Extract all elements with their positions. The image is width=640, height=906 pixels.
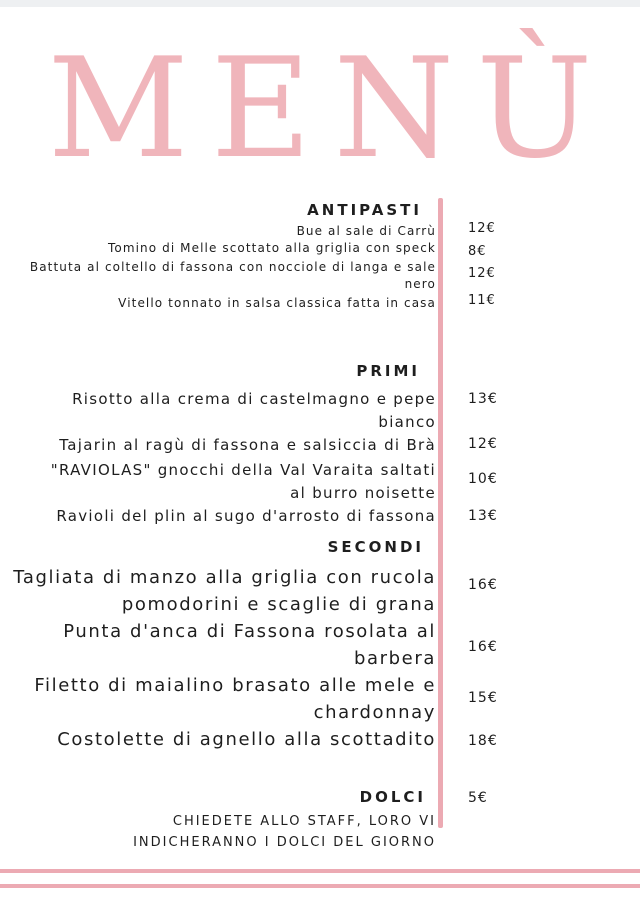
dolci-price: 5€ xyxy=(468,790,488,806)
item-name: Vitello tonnato in salsa classica fatta in casa xyxy=(118,296,436,310)
dolci-note-line-2: INDICHERANNO I DOLCI DEL GIORNO xyxy=(133,835,436,850)
item-name: Tajarin al ragù di fassona e salsiccia di Brà xyxy=(59,436,436,454)
primi-price-3: 10€ xyxy=(468,471,498,487)
item-name-line-1: Filetto di maialino brasato alle mele e xyxy=(34,675,436,696)
item-name-line-2: chardonnay xyxy=(313,702,436,723)
antipasti-heading: ANTIPASTI xyxy=(307,201,422,219)
item-name: Tomino di Melle scottato alla griglia con speck xyxy=(108,241,436,255)
secondi-price-4: 18€ xyxy=(468,733,498,749)
item-name-line-2: pomodorini e scaglie di grana xyxy=(121,594,436,615)
primi-item-3 xyxy=(51,459,436,505)
item-name: Bue al sale di Carrù xyxy=(296,224,436,238)
item-name-line-1: Tagliata di manzo alla griglia con rucola xyxy=(13,567,436,588)
antipasti-price-1: 12€ xyxy=(468,221,496,236)
secondi-item-2 xyxy=(63,618,436,672)
antipasti-item-3 xyxy=(30,259,436,293)
primi-item-1 xyxy=(72,388,436,434)
primi-price-1: 13€ xyxy=(468,391,498,407)
page-title: MENÙ xyxy=(47,28,615,189)
antipasti-price-2: 8€ xyxy=(468,244,487,259)
secondi-price-2: 16€ xyxy=(468,639,498,655)
dolci-note-line-1: CHIEDETE ALLO STAFF, LORO VI xyxy=(172,814,436,829)
antipasti-price-4: 11€ xyxy=(468,293,496,308)
primi-heading: PRIMI xyxy=(356,362,420,380)
item-name-line-2: barbera xyxy=(354,648,436,669)
secondi-item-4 xyxy=(57,726,436,753)
vertical-divider xyxy=(438,198,443,828)
primi-item-4 xyxy=(56,505,436,528)
bottom-divider-1 xyxy=(0,869,640,873)
secondi-price-3: 15€ xyxy=(468,690,498,706)
item-name: Costolette di agnello alla scottadito xyxy=(57,729,436,750)
item-name-line-1: Battuta al coltello di fassona con nocciole di langa e sale xyxy=(29,260,436,274)
antipasti-item-2 xyxy=(108,240,436,257)
item-name-line-1: Risotto alla crema di castelmagno e pepe xyxy=(72,390,436,408)
dolci-note xyxy=(133,811,436,853)
primi-item-2 xyxy=(59,434,436,457)
antipasti-item-1 xyxy=(297,223,436,240)
secondi-heading: SECONDI xyxy=(327,538,424,556)
top-strip xyxy=(0,0,640,7)
primi-price-2: 12€ xyxy=(468,436,498,452)
antipasti-item-4 xyxy=(118,295,436,312)
secondi-item-3 xyxy=(34,672,436,726)
bottom-divider-2 xyxy=(0,884,640,888)
item-name: Ravioli del plin al sugo d'arrosto di fassona xyxy=(56,507,436,525)
item-name-line-2: al burro noisette xyxy=(290,484,436,502)
secondi-price-1: 16€ xyxy=(468,577,498,593)
antipasti-price-3: 12€ xyxy=(468,266,496,281)
dolci-heading: DOLCI xyxy=(359,788,426,806)
item-name-line-1: Punta d'anca di Fassona rosolata al xyxy=(63,621,436,642)
item-name-line-2: bianco xyxy=(378,413,436,431)
secondi-item-1 xyxy=(13,564,436,618)
item-name-line-2: nero xyxy=(404,277,436,291)
primi-price-4: 13€ xyxy=(468,508,498,524)
item-name-line-1: "RAVIOLAS" gnocchi della Val Varaita saltati xyxy=(50,461,436,479)
